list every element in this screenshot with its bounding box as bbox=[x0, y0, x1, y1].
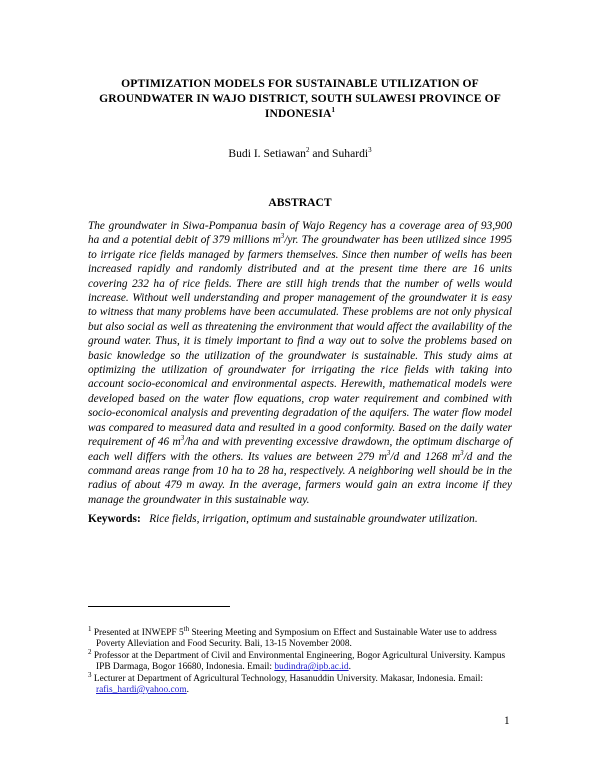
footnote-2-marker: 2 bbox=[88, 647, 92, 656]
abstract-text-5: /d and the command areas range from 10 ha to 28 ha, respectively. A neighboring well should be in the radius of about 479 m away. In the average, farmers would gain an extra income if they manage the groundwater in this sustainable way. bbox=[88, 450, 512, 506]
footnote-1-ordinal: th bbox=[183, 624, 190, 633]
abstract-body bbox=[88, 219, 512, 507]
abstract-sup-3: 3 bbox=[386, 448, 391, 457]
footnote-1-text-a: Presented at INWEPF 5 bbox=[91, 628, 184, 638]
footnote-1 bbox=[88, 624, 518, 651]
author-line bbox=[80, 147, 520, 160]
abstract-heading: ABSTRACT bbox=[268, 196, 332, 209]
footnote-3 bbox=[88, 670, 518, 697]
footnote-1-marker: 1 bbox=[88, 624, 92, 633]
paper-title bbox=[80, 76, 520, 121]
footnote-2 bbox=[88, 647, 518, 674]
keywords-label: Keywords: bbox=[88, 513, 141, 525]
title-footnote-marker: 1 bbox=[331, 106, 336, 115]
keywords bbox=[88, 513, 528, 525]
abstract-text-1: The groundwater in Siwa-Pompanua basin of Wajo Regency has a coverage area of 93,900 ha and a potential debit of 379 millions m bbox=[88, 220, 512, 247]
author-2: Suhardi bbox=[332, 147, 369, 160]
footnote-3-text: Lecturer at Department of Agricultural Technology, Hasanuddin University. Makasar, Indonesia. Email: bbox=[91, 673, 483, 684]
title-line-1: OPTIMIZATION MODELS FOR SUSTAINABLE UTILIZATION OF bbox=[121, 77, 479, 90]
abstract-text-2: /yr. The groundwater has been utilized since 1995 to irrigate rice fields managed by farmers themselves. Since then number of wells has been increased rapidly and randomly distributed and at the present time there are 16 units covering 232 ha of rice fields. There are still high trends that the number of wells would increase. Without well understanding and proper management of the groundwater it is easy to witness that many problems have been accumulated. These problems are not only physical but also social as well as threatening the environment that would affect the availability of the ground water. Thus, it is timely important to find a way out to solve the problems based on basic knowledge so the utilization of the groundwater is sustainable. This study aims at optimizing the utilization of groundwater for irrigating the rice fields with taking into account socio-economical and environmental aspects. Herewith, mathematical models were developed based on the water flow equations, crop water requirement and combined with socio-economical analysis and preventing degradation of the aquifers. The water flow model was compared to measured data and resulted in a good conformity. Based on the daily water requirement of 46 m bbox=[88, 234, 512, 449]
abstract-text-3: /ha and with preventing excessive drawdown, the optimum discharge of each well differs with the others. Its values are between 279 m bbox=[88, 436, 512, 463]
footnote-2-text: Professor at the Department of Civil and Environmental Engineering, Bogor Agricultural University. Kampus IPB Darmaga, Bogor 16680, Indonesia. Email: bbox=[91, 650, 506, 673]
author-1-marker: 2 bbox=[305, 146, 310, 155]
footnote-3-marker: 3 bbox=[88, 670, 92, 679]
abstract-text-4: /d and 1268 m bbox=[390, 450, 461, 463]
author-1: Budi I. Setiawan bbox=[228, 147, 306, 160]
abstract-sup-1: 3 bbox=[280, 232, 285, 241]
footnote-2-end: . bbox=[348, 662, 351, 673]
abstract-sup-4: 3 bbox=[460, 448, 464, 457]
footnote-2-email-link[interactable]: budindra@ipb.ac.id bbox=[274, 662, 349, 673]
title-line-3: INDONESIA bbox=[264, 107, 332, 120]
page-number: 1 bbox=[504, 715, 510, 727]
footnotes bbox=[88, 624, 518, 696]
author-conjunction: and bbox=[309, 147, 333, 160]
title-line-2: GROUNDWATER IN WAJO DISTRICT, SOUTH SULAWESI PROVINCE OF bbox=[99, 92, 501, 105]
footnote-3-end: . bbox=[186, 685, 189, 696]
footnote-1-text-b: Steering Meeting and Symposium on Effect and Sustainable Water use to address Poverty Alleviation and Food Security. Bali, 13-15 November 2008. bbox=[96, 628, 497, 650]
abstract-sup-2: 3 bbox=[180, 434, 185, 443]
author-2-marker: 3 bbox=[368, 146, 372, 155]
footnote-3-email-link[interactable]: rafis_hardi@yahoo.com bbox=[96, 685, 187, 696]
footnote-divider bbox=[88, 606, 230, 607]
keywords-text: Rice fields, irrigation, optimum and sustainable groundwater utilization. bbox=[149, 513, 478, 525]
